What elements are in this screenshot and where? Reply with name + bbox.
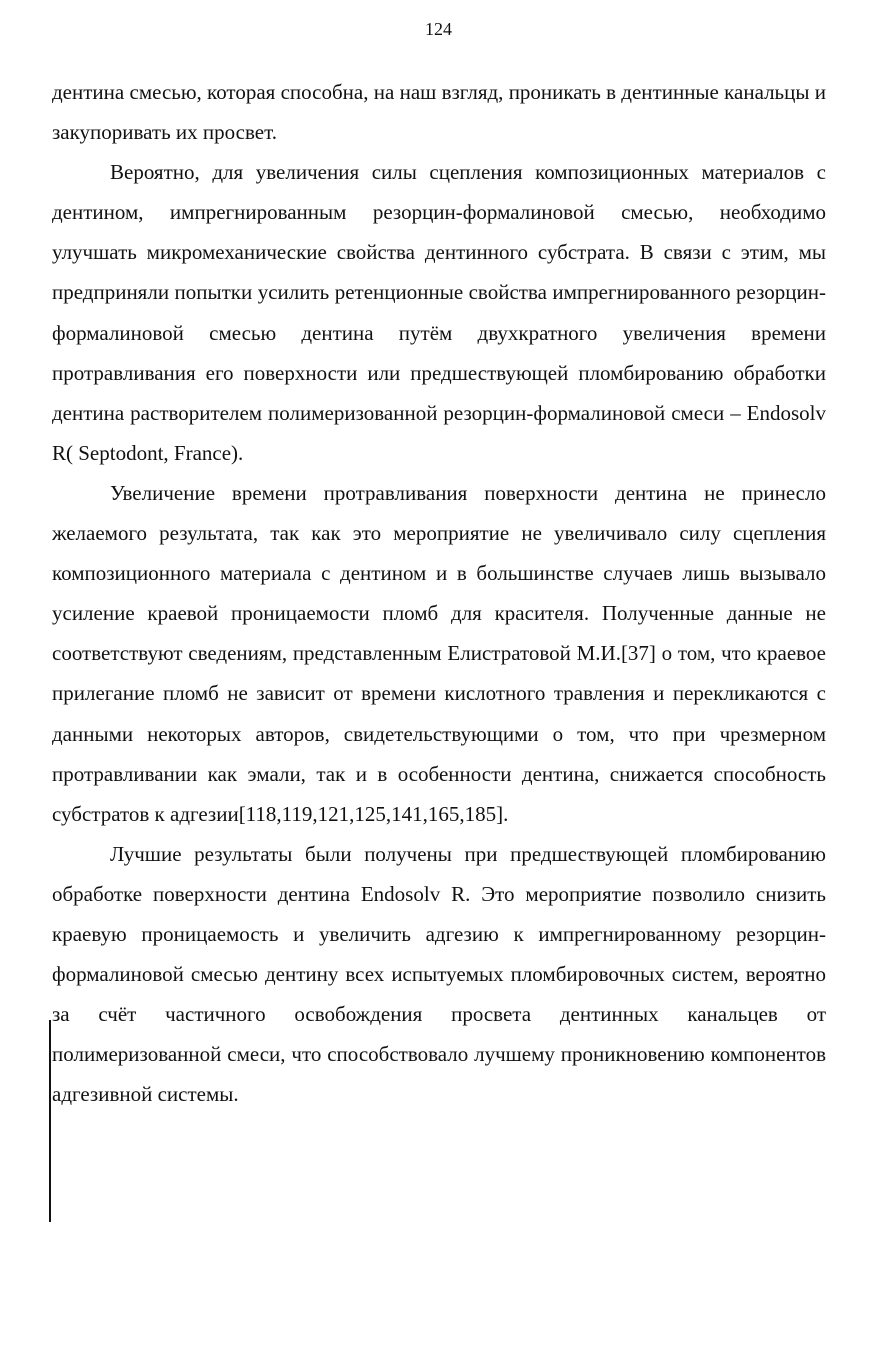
page-number: 124: [425, 19, 452, 39]
margin-revision-bar: [49, 1020, 51, 1222]
document-body: [52, 72, 826, 1114]
paragraph-etching: Увеличение времени протравливания поверхности дентина не принесло желаемого результата, так как это мероприятие не увеличивало силу сцепления композиционного материала с дентином и в большинстве случаев лишь вызывало усиление краевой проницаемости пломб для красителя. Полученные данные не соответствуют сведениям, представленным Елистратовой М.И.[37] о том, что краевое прилегание пломб не зависит от времени кислотного травления и перекликаются с данными некоторых авторов, свидетельствующими о том, что при чрезмерном протравливании как эмали, так и в особенности дентина, снижается способность субстратов к адгезии[118,119,121,125,141,165,185].: [52, 480, 826, 826]
paragraph-results: Лучшие результаты были получены при предшествующей пломбированию обработке поверхности дентина Endosolv R. Это мероприятие позволило снизить краевую проницаемость и увеличить адгезию к импрегнированному резорцин-формалиновой смесью дентину всех испытуемых пломбировочных систем, вероятно за счёт частичного освобождения просвета дентинных канальцев от полимеризованной смеси, что способствовало лучшему проникновению компонентов адгезивной системы.: [52, 841, 826, 1107]
paragraph-continuation: дентина смесью, которая способна, на наш взгляд, проникать в дентинные канальцы и закупоривать их просвет.: [52, 80, 826, 145]
paragraph-retention: Вероятно, для увеличения силы сцепления композиционных материалов с дентином, импрегнированным резорцин-формалиновой смесью, необходимо улучшать микромеханические свойства дентинного субстрата. В связи с этим, мы предприняли попытки усилить ретенционные свойства импрегнированного резорцин-формалиновой смесью дентина путём двухкратного увеличения времени протравливания его поверхности или предшествующей пломбированию обработки дентина растворителем полимеризованной резорцин-формалиновой смеси – Endosolv R( Septodont, France).: [52, 160, 826, 465]
